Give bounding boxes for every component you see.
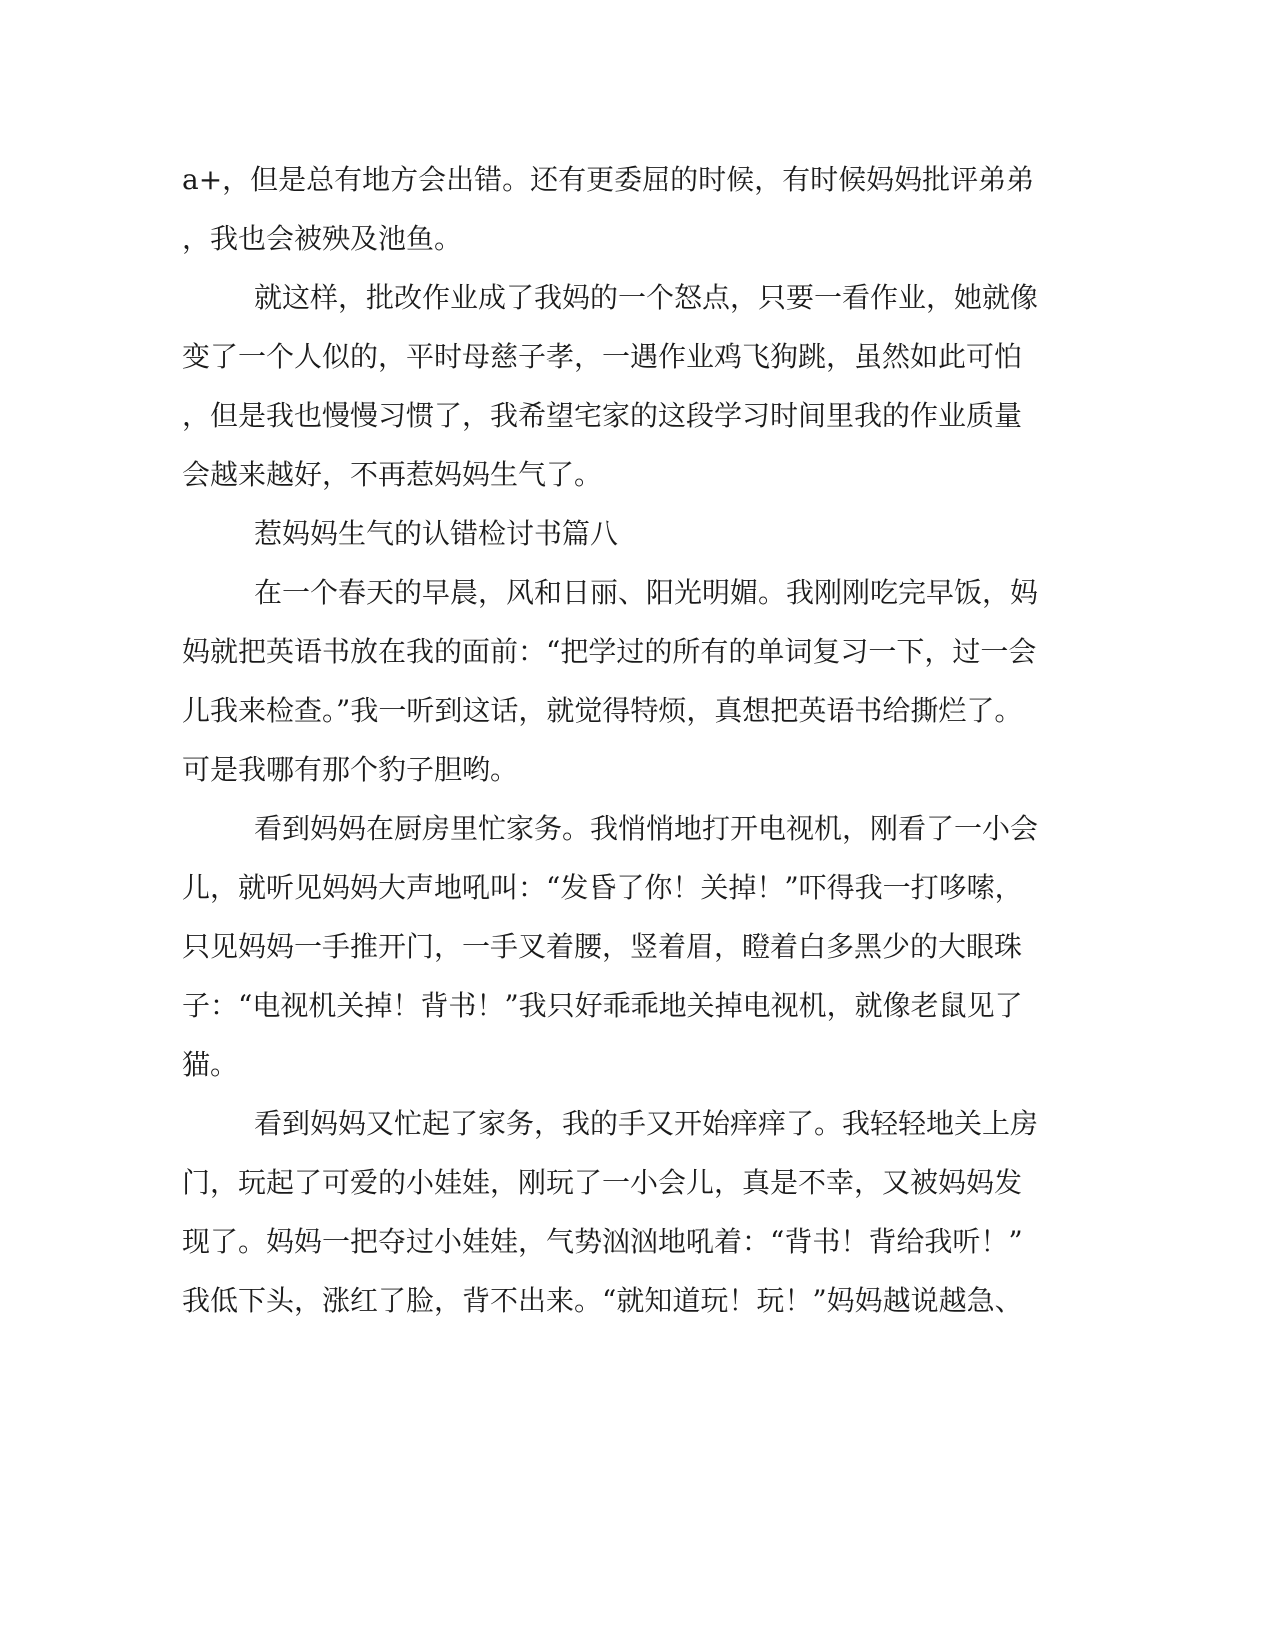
text-line: 猫。 — [182, 1048, 239, 1081]
text-line: 子：“电视机关掉！背书！”我只好乖乖地关掉电视机，就像老鼠见了 — [182, 989, 1023, 1022]
text-line: 我低下头，涨红了脸，背不出来。“就知道玩！玩！”妈妈越说越急、 — [182, 1284, 1023, 1317]
text-line: ，但是我也慢慢习惯了，我希望宅家的这段学习时间里我的作业质量 — [182, 399, 1023, 432]
paragraph-start-line: 就这样，批改作业成了我妈的一个怒点，只要一看作业，她就像 — [254, 281, 1039, 314]
text-line: 变了一个人似的，平时母慈子孝，一遇作业鸡飞狗跳，虽然如此可怕 — [182, 340, 1023, 373]
text-line: 门，玩起了可爱的小娃娃，刚玩了一小会儿，真是不幸，又被妈妈发 — [182, 1166, 1023, 1199]
text-line: 儿我来检查。”我一听到这话，就觉得特烦，真想把英语书给撕烂了。 — [182, 694, 1023, 727]
paragraph-start-line: 看到妈妈在厨房里忙家务。我悄悄地打开电视机，刚看了一小会 — [254, 812, 1039, 845]
paragraph-start-line: 看到妈妈又忙起了家务，我的手又开始痒痒了。我轻轻地关上房 — [254, 1107, 1039, 1140]
text-line: 妈就把英语书放在我的面前：“把学过的所有的单词复习一下，过一会 — [182, 635, 1037, 668]
text-line: 儿，就听见妈妈大声地吼叫：“发昏了你！关掉！”吓得我一打哆嗦， — [182, 871, 1023, 904]
text-line: a+，但是总有地方会出错。还有更委屈的时候，有时候妈妈批评弟弟 — [182, 163, 1035, 196]
section-heading: 惹妈妈生气的认错检讨书篇八 — [254, 517, 619, 550]
text-line: 现了。妈妈一把夺过小娃娃，气势汹汹地吼着：“背书！背给我听！” — [182, 1225, 1023, 1258]
text-line: ，我也会被殃及池鱼。 — [182, 222, 463, 255]
text-line: 会越来越好，不再惹妈妈生气了。 — [182, 458, 603, 491]
text-line: 只见妈妈一手推开门，一手叉着腰，竖着眉，瞪着白多黑少的大眼珠 — [182, 930, 1023, 963]
text-line: 可是我哪有那个豹子胆哟。 — [182, 753, 519, 786]
paragraph-start-line: 在一个春天的早晨，风和日丽、阳光明媚。我刚刚吃完早饭，妈 — [254, 576, 1039, 609]
